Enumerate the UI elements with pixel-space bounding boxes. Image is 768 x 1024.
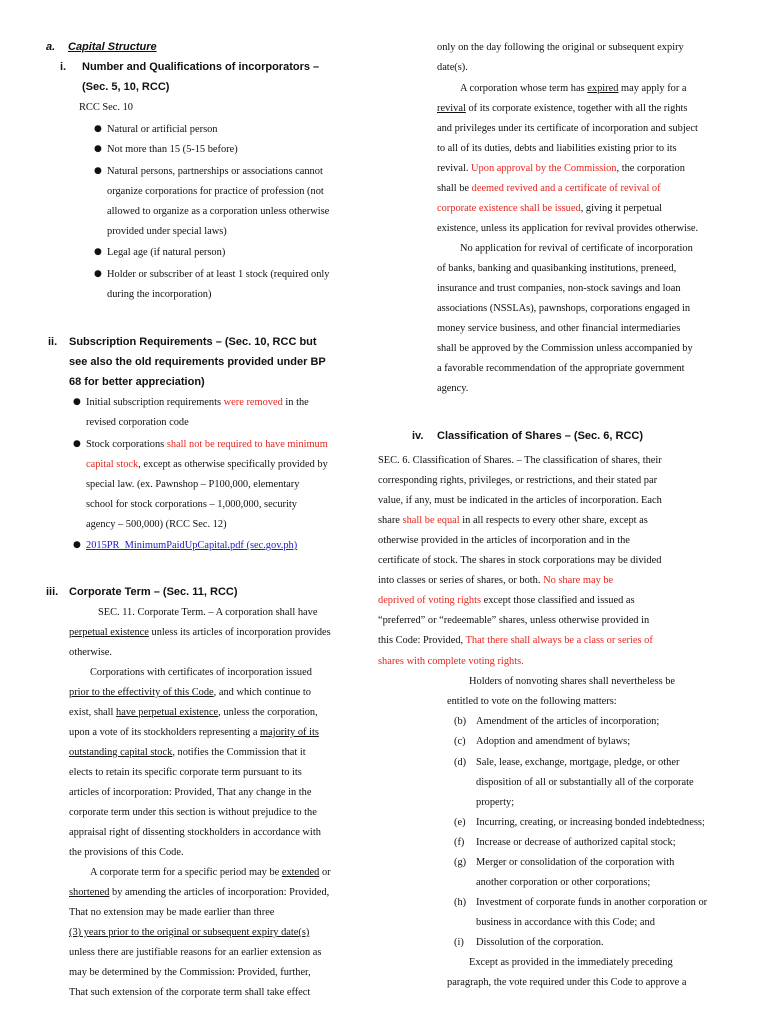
paragraph-line: That no extension may be made earlier than three <box>69 907 275 918</box>
text: except those classified and issued as <box>481 595 635 606</box>
qualification-item: Natural or artificial person <box>107 124 218 135</box>
section-ii-title-cont: see also the old requirements provided under BP <box>69 356 326 368</box>
paragraph-line: unless there are justifiable reasons for an earlier extension as <box>69 947 322 958</box>
list-item: Merger or consolidation of the corporation with <box>476 857 675 868</box>
qualification-item-cont: during the incorporation) <box>107 289 212 300</box>
paragraph-line: a favorable recommendation of the appropriate government <box>437 363 685 374</box>
list-item-cont: disposition of all or substantially all of the corporate <box>476 777 694 788</box>
text: Stock corporations <box>86 439 167 450</box>
paragraph-line: date(s). <box>437 62 468 73</box>
paragraph-line: only on the day following the original or subsequent expiry <box>437 42 684 53</box>
paragraph-line: No application for revival of certificate of incorporation <box>460 243 693 254</box>
bullet-icon: ● <box>73 397 81 407</box>
paragraph-line: to all of its duties, debts and liabilities existing prior to its <box>437 143 677 154</box>
qualification-item: Holder or subscriber of at least 1 stock (required only <box>107 269 330 280</box>
bullet-icon: ● <box>94 269 102 279</box>
text: in the <box>282 397 309 408</box>
paragraph-line: Holders of nonvoting shares shall nevertheless be <box>469 676 676 687</box>
list-item-cont: another corporation or other corporations; <box>476 877 651 888</box>
paragraph-line <box>437 202 662 215</box>
subscription-item-cont: agency – 500,000) (RCC Sec. 12) <box>86 519 227 530</box>
list-item: Increase or decrease of authorized capital stock; <box>476 837 676 848</box>
paragraph-line <box>69 686 311 699</box>
underlined-text: prior to the effectivity of this Code <box>69 687 214 698</box>
paragraph-line: “preferred” or “redeemable” shares, unless otherwise provided in <box>378 615 650 626</box>
subscription-item-cont: school for stock corporations – 1,000,000, security <box>86 499 297 510</box>
qualification-item-cont: provided under special laws) <box>107 226 227 237</box>
text: or <box>319 867 331 878</box>
highlight-text: were removed <box>223 397 283 408</box>
section-i-title: Number and Qualifications of incorporators – <box>82 61 320 73</box>
text: A corporation whose term has <box>460 83 588 94</box>
underlined-text: majority of its <box>260 727 319 738</box>
text: into classes or series of shares, or both. <box>378 575 544 586</box>
paragraph-line <box>69 746 306 759</box>
list-item-label: (g) <box>454 857 467 868</box>
qualification-item-cont: allowed to organize as a corporation unless otherwise <box>107 206 330 217</box>
section-i-number: i. <box>60 61 67 73</box>
list-item-label: (i) <box>454 937 464 948</box>
paragraph-line: insurance and trust companies, non-stock savings and loan <box>437 283 681 294</box>
underlined-text: outstanding capital stock <box>69 747 173 758</box>
paragraph-line: SEC. 11. Corporate Term. – A corporation shall have <box>98 607 318 618</box>
paragraph-line: corporate term under this section is without prejudice to the <box>69 807 317 818</box>
underlined-text: perpetual existence <box>69 627 149 638</box>
text: in all respects to every other share, except as <box>459 515 648 526</box>
bullet-icon: ● <box>73 439 81 449</box>
highlight-text: shall be equal <box>402 515 460 526</box>
paragraph-line: paragraph, the vote required under this Code to approve a <box>447 977 687 988</box>
section-i-title-cont: (Sec. 5, 10, RCC) <box>82 81 170 93</box>
paragraph-line <box>378 514 648 527</box>
paragraph-line: may be determined by the Commission: Provided, further, <box>69 967 311 978</box>
text: , the corporation <box>616 163 685 174</box>
paragraph-line <box>90 866 331 879</box>
section-ii-number: ii. <box>48 336 58 348</box>
bullet-icon: ● <box>73 540 81 550</box>
underlined-text: have perpetual existence <box>116 707 219 718</box>
highlight-text: shall not be required to have minimum <box>166 439 328 450</box>
paragraph-line: the provisions of this Code. <box>69 847 184 858</box>
bullet-icon: ● <box>94 166 102 176</box>
highlight-text: deemed revived and a certificate of revival of <box>471 183 661 194</box>
highlight-text: deprived of voting rights <box>378 595 482 606</box>
paragraph-line <box>460 82 687 95</box>
paragraph-line: money service business, and other financial intermediaries <box>437 323 681 334</box>
paragraph-line <box>437 102 687 115</box>
text: , unless the corporation, <box>218 707 318 718</box>
bullet-icon: ● <box>94 124 102 134</box>
paragraph-line <box>378 634 653 647</box>
text: upon a vote of its stockholders representing a <box>69 727 261 738</box>
bullet-icon: ● <box>94 144 102 154</box>
paragraph-line: elects to retain its specific corporate term pursuant to its <box>69 767 302 778</box>
subscription-item-cont <box>86 458 328 471</box>
list-item: Adoption and amendment of bylaws; <box>476 736 631 747</box>
paragraph-line: value, if any, must be indicated in the articles of incorporation. Each <box>378 495 662 506</box>
sec-document-link[interactable]: 2015PR_MinimumPaidUpCapital.pdf (sec.gov.ph) <box>86 540 298 551</box>
paragraph-line: articles of incorporation: Provided, That any change in the <box>69 787 312 798</box>
text: exist, shall <box>69 707 117 718</box>
paragraph-line: Except as provided in the immediately preceding <box>469 957 673 968</box>
qualification-item-cont: organize corporations for practice of profession (not <box>107 186 324 197</box>
underlined-text: expired <box>587 83 619 94</box>
section-ii-title: Subscription Requirements – (Sec. 10, RCC but <box>69 336 317 348</box>
text: of its corporate existence, together with all the rights <box>465 103 688 114</box>
paragraph-line: corresponding rights, privileges, or restrictions, and their stated par <box>378 475 658 486</box>
paragraph-line: of banks, banking and quasibanking institutions, preneed, <box>437 263 677 274</box>
highlight-text: That there shall always be a class or series of <box>465 635 653 646</box>
list-item-label: (f) <box>454 837 465 848</box>
subscription-item-cont: special law. (ex. Pawnshop – P100,000, elementary <box>86 479 300 490</box>
subscription-item <box>86 396 309 409</box>
text: , and which continue to <box>213 687 311 698</box>
paragraph-line: agency. <box>437 383 469 394</box>
text: by amending the articles of incorporation: Provided, <box>109 887 330 898</box>
text: this Code: Provided, <box>378 635 466 646</box>
paragraph-line: otherwise. <box>69 647 112 658</box>
paragraph-line: entitled to vote on the following matters: <box>447 696 617 707</box>
paragraph-line <box>69 886 329 899</box>
paragraph-line <box>69 726 319 739</box>
list-item: Dissolution of the corporation. <box>476 937 604 948</box>
list-item: Incurring, creating, or increasing bonded indebtedness; <box>476 817 705 828</box>
text: shall be <box>437 183 472 194</box>
text: revival. <box>437 163 472 174</box>
list-item-label: (e) <box>454 817 466 828</box>
underlined-text: extended <box>281 867 320 878</box>
paragraph-line: appraisal right of dissenting stockholders in accordance with <box>69 827 321 838</box>
bullet-icon: ● <box>94 247 102 257</box>
paragraph-line <box>69 626 331 639</box>
list-item: Sale, lease, exchange, mortgage, pledge, or other <box>476 757 680 768</box>
section-ii-title-cont: 68 for better appreciation) <box>69 376 205 388</box>
list-item-label: (b) <box>454 716 467 727</box>
text: , notifies the Commission that it <box>172 747 306 758</box>
paragraph-line <box>378 594 635 607</box>
text: A corporate term for a specific period may be <box>90 867 282 878</box>
highlight-text: capital stock <box>86 459 139 470</box>
list-item: Amendment of the articles of incorporation; <box>476 716 660 727</box>
qualification-item: Natural persons, partnerships or associations cannot <box>107 166 323 177</box>
subscription-item <box>86 438 328 451</box>
section-iv-title: Classification of Shares – (Sec. 6, RCC) <box>437 430 644 442</box>
paragraph-line: (3) years prior to the original or subsequent expiry date(s) <box>69 927 310 938</box>
paragraph-line: and privileges under its certificate of incorporation and subject <box>437 123 698 134</box>
paragraph-line: Corporations with certificates of incorporation issued <box>90 667 312 678</box>
section-iii-title: Corporate Term – (Sec. 11, RCC) <box>69 586 238 598</box>
paragraph-line: otherwise provided in the articles of incorporation and in the <box>378 535 630 546</box>
text: share <box>378 515 403 526</box>
text: may apply for a <box>618 83 687 94</box>
list-item-cont: business in accordance with this Code; and <box>476 917 655 928</box>
paragraph-line <box>437 162 685 175</box>
highlight-text: corporate existence shall be issued <box>437 203 581 214</box>
highlight-text: Upon approval by the Commission <box>471 163 617 174</box>
list-item-label: (d) <box>454 757 467 768</box>
text: , except as otherwise specifically provided by <box>138 459 328 470</box>
paragraph-line: certificate of stock. The shares in stock corporations may be divided <box>378 555 662 566</box>
section-iii-number: iii. <box>46 586 59 598</box>
paragraph-line <box>69 706 318 719</box>
section-iv-number: iv. <box>412 430 424 442</box>
section-a-number: a. <box>46 41 56 53</box>
text: Initial subscription requirements <box>86 397 224 408</box>
qualification-item: Not more than 15 (5-15 before) <box>107 144 238 155</box>
text: unless its articles of incorporation provides <box>148 627 331 638</box>
underlined-text: revival <box>437 103 466 114</box>
section-a-title: Capital Structure <box>68 41 157 53</box>
list-item: Investment of corporate funds in another corporation or <box>476 897 708 908</box>
paragraph-line: That such extension of the corporate term shall take effect <box>69 987 311 998</box>
paragraph-line <box>378 574 613 587</box>
paragraph-line: associations (NSSLAs), pawnshops, corporations engaged in <box>437 303 691 314</box>
list-item-label: (h) <box>454 897 467 908</box>
paragraph-line: existence, unless its application for revival provides otherwise. <box>437 223 699 234</box>
text: , giving it perpetual <box>580 203 663 214</box>
paragraph-line: shares with complete voting rights. <box>378 656 524 667</box>
paragraph-line: SEC. 6. Classification of Shares. – The classification of shares, their <box>378 455 662 466</box>
subscription-item-cont: revised corporation code <box>86 417 189 428</box>
list-item-cont: property; <box>476 797 515 808</box>
paragraph-line: shall be approved by the Commission unless accompanied by <box>437 343 693 354</box>
underlined-text: shortened <box>69 887 110 898</box>
list-item-label: (c) <box>454 736 466 747</box>
section-i-reference: RCC Sec. 10 <box>79 102 133 113</box>
qualification-item: Legal age (if natural person) <box>107 247 226 258</box>
highlight-text: No share may be <box>543 575 614 586</box>
paragraph-line <box>437 182 661 195</box>
